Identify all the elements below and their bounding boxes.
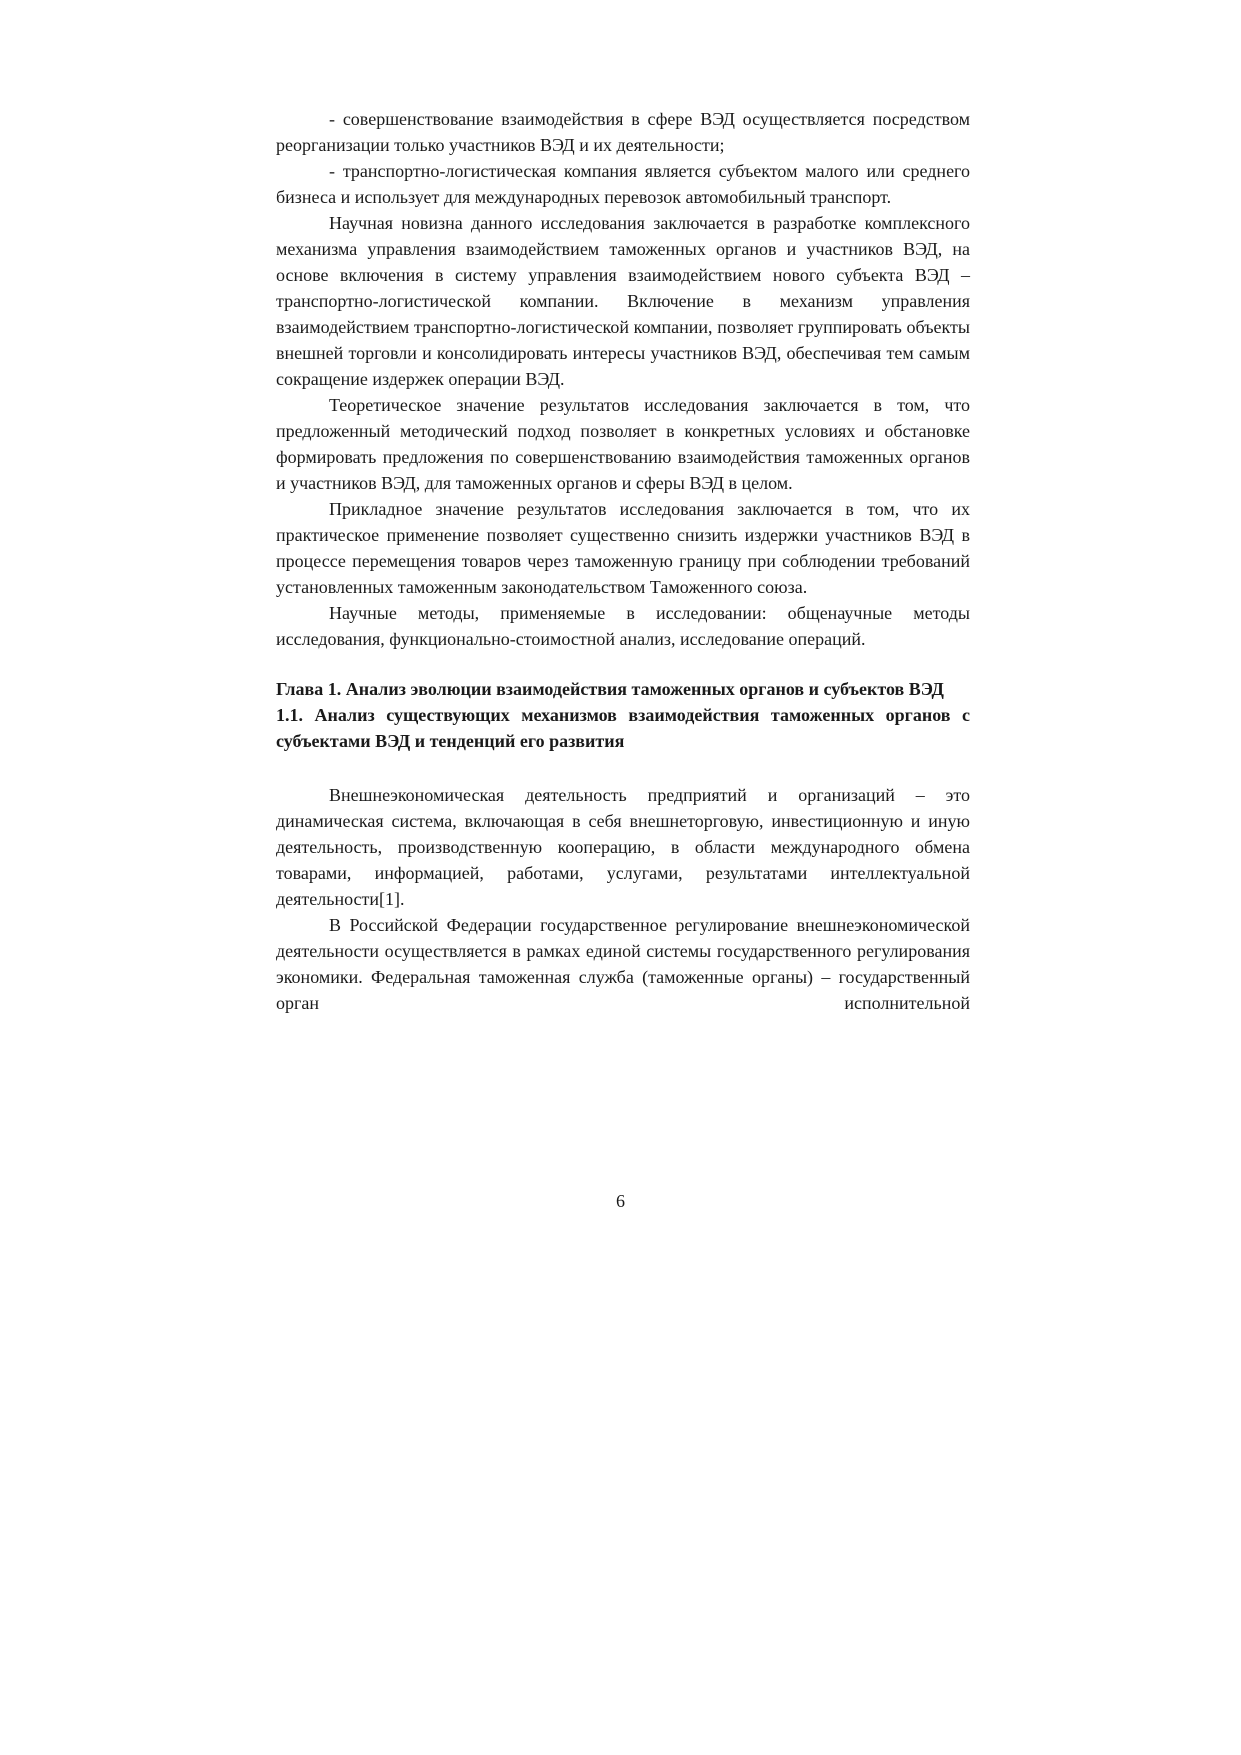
section-heading: 1.1. Анализ существующих механизмов взаимодействия таможенных органов с субъектами ВЭД и тенденций его развития xyxy=(276,705,970,751)
paragraph-state-regulation: В Российской Федерации государственное регулирование внешнеэкономической деятельности осуществляется в рамках единой системы государственного регулирования экономики. Федеральная таможенная служба (таможенные органы) – государственный орган исполнительной xyxy=(276,915,970,1013)
page-number: 6 xyxy=(616,1191,625,1211)
body-text xyxy=(276,106,970,1016)
paragraph-scientific-novelty: Научная новизна данного исследования заключается в разработке комплексного механизма управления взаимодействием таможенных органов и участников ВЭД, на основе включения в систему управления взаимодействием нового субъекта ВЭД – транспортно-логистической компании. Включение в механизм управления взаимодействием транспортно-логистической компании, позволяет группировать объекты внешней торговли и консолидировать интересы участников ВЭД, обеспечивая тем самым сокращение издержек операции ВЭД. xyxy=(276,213,970,389)
paragraph-applied-value: Прикладное значение результатов исследования заключается в том, что их практическое применение позволяет существенно снизить издержки участников ВЭД в процессе перемещения товаров через таможенную границу при соблюдении требований установленных таможенным законодательством Таможенного союза. xyxy=(276,499,970,597)
paragraph-bullet-1: - совершенствование взаимодействия в сфере ВЭД осуществляется посредством реорганизации только участников ВЭД и их деятельности; xyxy=(276,109,970,155)
paragraph-theoretical-value: Теоретическое значение результатов исследования заключается в том, что предложенный методический подход позволяет в конкретных условиях и обстановке формировать предложения по совершенствованию взаимодействия таможенных органов и участников ВЭД, для таможенных органов и сферы ВЭД в целом. xyxy=(276,395,970,493)
heading-spacer xyxy=(276,754,970,782)
paragraph-foreign-economic-activity: Внешнеэкономическая деятельность предприятий и организаций – это динамическая система, включающая в себя внешнеторговую, инвестиционную и иную деятельность, производственную кооперацию, в области международного обмена товарами, информацией, работами, услугами, результатами интеллектуальной деятельности[1]. xyxy=(276,785,970,909)
paragraph-methods: Научные методы, применяемые в исследовании: общенаучные методы исследования, функционально-стоимостной анализ, исследование операций. xyxy=(276,603,970,649)
chapter-heading: Глава 1. Анализ эволюции взаимодействия таможенных органов и субъектов ВЭД xyxy=(276,679,944,699)
paragraph-bullet-2: - транспортно-логистическая компания является субъектом малого или среднего бизнеса и использует для международных перевозок автомобильный транспорт. xyxy=(276,161,970,207)
